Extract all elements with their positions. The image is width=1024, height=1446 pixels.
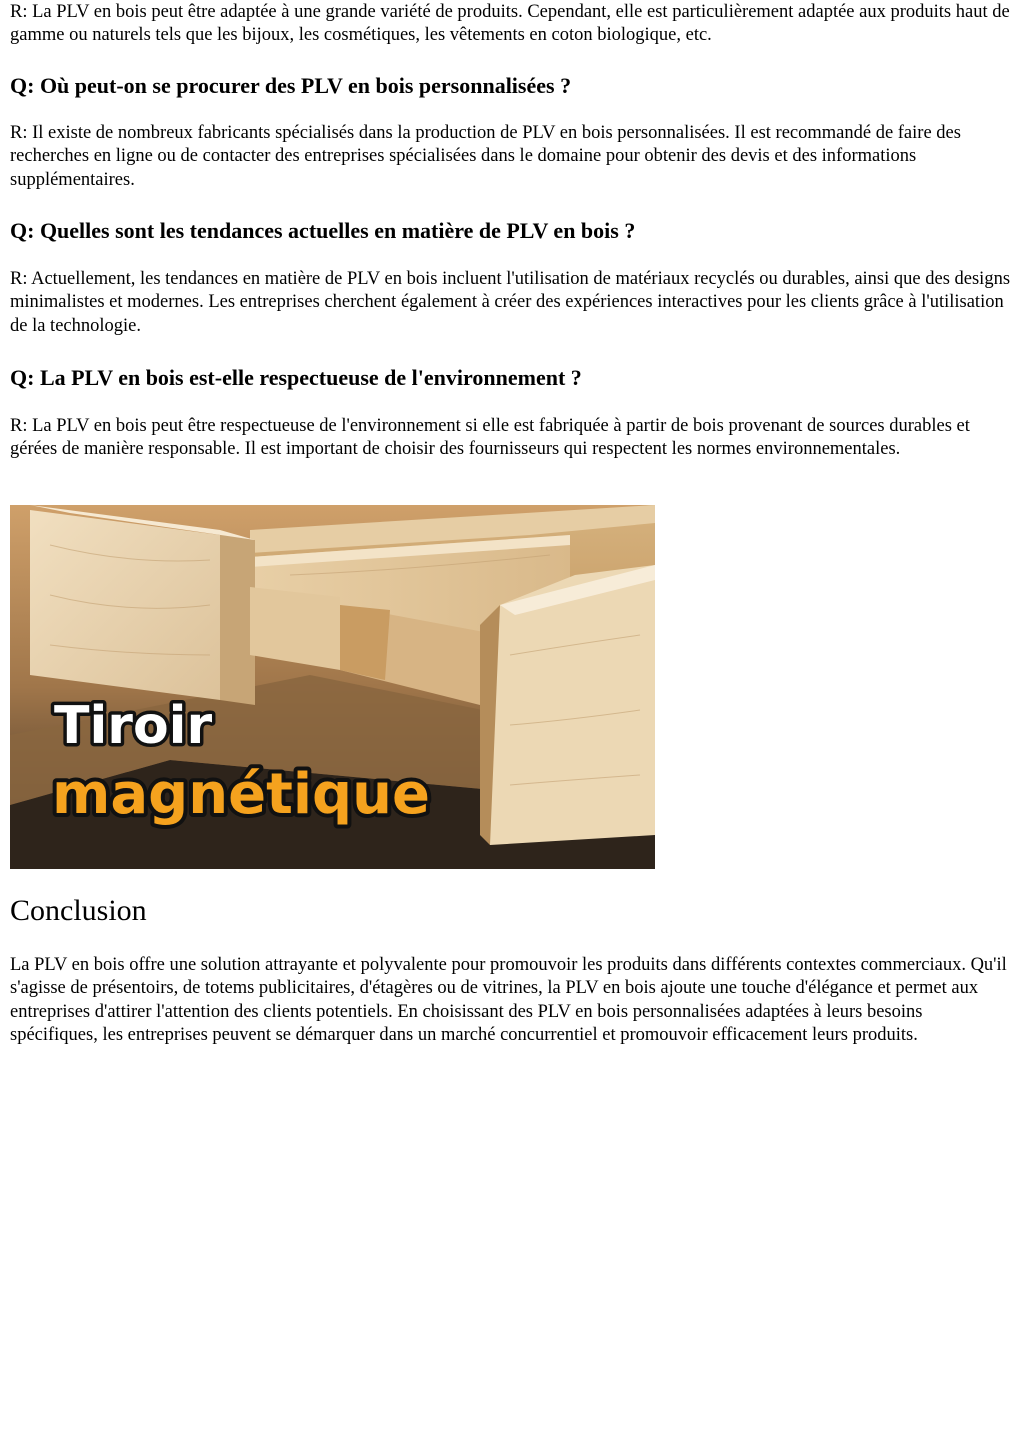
answer-paragraph-where-to-buy: R: Il existe de nombreux fabricants spécialisés dans la production de PLV en bois personnalisées. Il est recommandé de faire des recherches en ligne ou de contacter des entreprises spécialisées dans le domaine pour obtenir des devis et des informations supplémentaires. — [10, 123, 961, 190]
left-board-edge — [220, 535, 255, 705]
question-heading-environment: Q: La PLV en bois est-elle respectueuse de l'environnement ? — [10, 365, 582, 390]
answer-paragraph-products: R: La PLV en bois peut être adaptée à une grande variété de produits. Cependant, elle est particulièrement adaptée aux produits haut de gamme ou naturels tels que les bijoux, les cosmétiques, les vêtements en coton biologique, etc. — [10, 2, 1010, 46]
stop-block — [340, 605, 390, 680]
question-heading-trends: Q: Quelles sont les tendances actuelles en matière de PLV en bois ? — [10, 218, 636, 243]
answer-paragraph-trends: R: Actuellement, les tendances en matière de PLV en bois incluent l'utilisation de matériaux recyclés ou durables, ainsi que des designs minimalistes et modernes. Les entreprises cherchent également à créer des expériences interactives pour les clients grâce à l'utilisation de la technologie. — [10, 269, 1011, 336]
conclusion-paragraph: La PLV en bois offre une solution attrayante et polyvalente pour promouvoir les produits dans différents contextes commerciaux. Qu'il s'agisse de présentoirs, de totems publicitaires, d'étagères ou de vitrines, la PLV en bois ajoute une touche d'élégance et permet aux entreprises d'attirer l'attention des clients potentiels. En choisissant des PLV en bois personnalisées adaptées à leurs besoins spécifiques, les entreprises peuvent se démarquer dans un marché concurrentiel et promouvoir efficacement leurs produits. — [10, 955, 1007, 1046]
drawer-photo — [10, 505, 655, 869]
left-board-face — [30, 510, 220, 700]
photo-caption-line2: magnétique — [52, 762, 430, 827]
answer-paragraph-environment: R: La PLV en bois peut être respectueuse de l'environnement si elle est fabriquée à partir de bois provenant de sources durables et gérées de manière responsable. Il est important de choisir des fournisseurs qui respectent les normes environnementales. — [10, 416, 970, 460]
photo-caption-line1: Tiroir — [54, 696, 213, 756]
question-heading-where-to-buy: Q: Où peut-on se procurer des PLV en bois personnalisées ? — [10, 73, 572, 98]
wooden-drawer-illustration — [10, 505, 655, 869]
conclusion-heading: Conclusion — [10, 894, 147, 927]
